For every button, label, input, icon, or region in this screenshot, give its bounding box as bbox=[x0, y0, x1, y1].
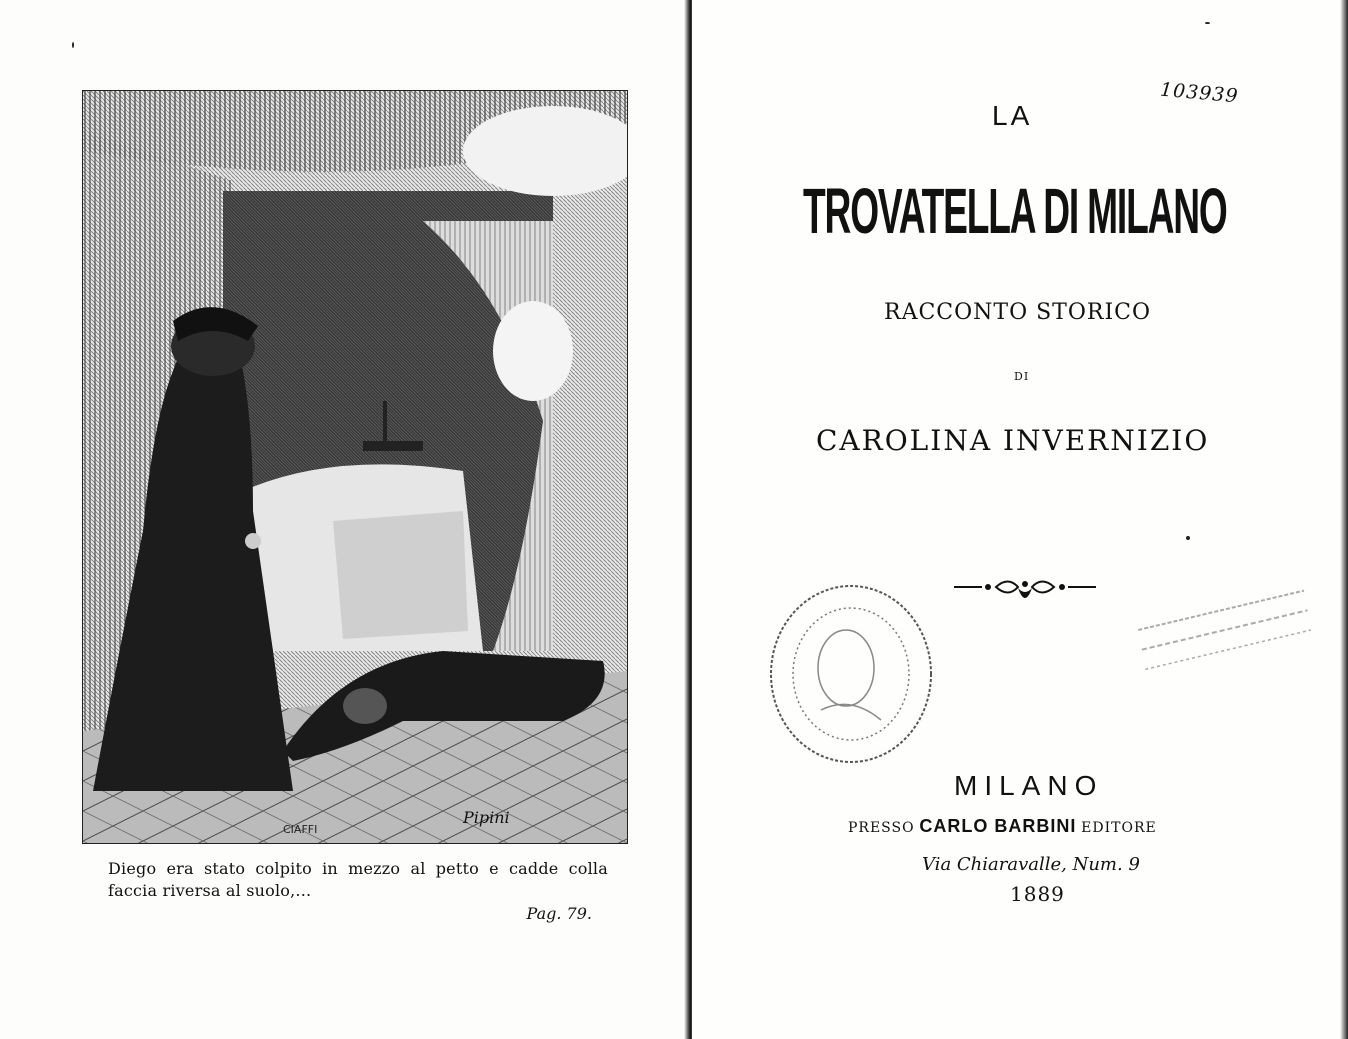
publisher-address: Via Chiaravalle, Num. 9 bbox=[922, 854, 1140, 875]
engraver-signature: CIAFFI bbox=[283, 823, 318, 836]
library-stamp-icon bbox=[766, 580, 936, 768]
page-reference: Pag. 79. bbox=[526, 904, 592, 923]
title-article: LA bbox=[992, 100, 1033, 131]
print-speck bbox=[72, 42, 74, 48]
publisher-prefix: PRESSO bbox=[848, 820, 915, 836]
publisher-stamp-icon bbox=[1118, 566, 1318, 676]
publisher-name: CARLO BARBINI bbox=[919, 816, 1077, 836]
publication-city: MILANO bbox=[954, 770, 1104, 801]
caption-line-2: faccia riversa al suolo,... bbox=[108, 881, 312, 900]
engraving-illustration-icon bbox=[83, 91, 627, 843]
print-speck bbox=[1186, 536, 1190, 540]
publisher-line bbox=[848, 816, 1157, 837]
publisher-suffix: EDITORE bbox=[1081, 820, 1157, 836]
publication-year: 1889 bbox=[1010, 882, 1065, 906]
title-main: TROVATELLA DI MILANO bbox=[803, 175, 1227, 247]
subtitle: RACCONTO STORICO bbox=[884, 300, 1152, 325]
print-speck bbox=[1205, 22, 1210, 24]
ornament-icon bbox=[952, 574, 1098, 610]
by-label: DI bbox=[1014, 370, 1030, 383]
engraving-illustration bbox=[82, 90, 628, 844]
author-name: CAROLINA INVERNIZIO bbox=[816, 424, 1210, 457]
caption-line-1: Diego era stato colpito in mezzo al petto e cadde colla bbox=[108, 859, 608, 878]
illustration-caption bbox=[108, 858, 608, 902]
accession-number: 103939 bbox=[1159, 78, 1240, 108]
page-edge-shadow bbox=[1340, 0, 1348, 1039]
artist-signature: Pipini bbox=[463, 808, 510, 827]
